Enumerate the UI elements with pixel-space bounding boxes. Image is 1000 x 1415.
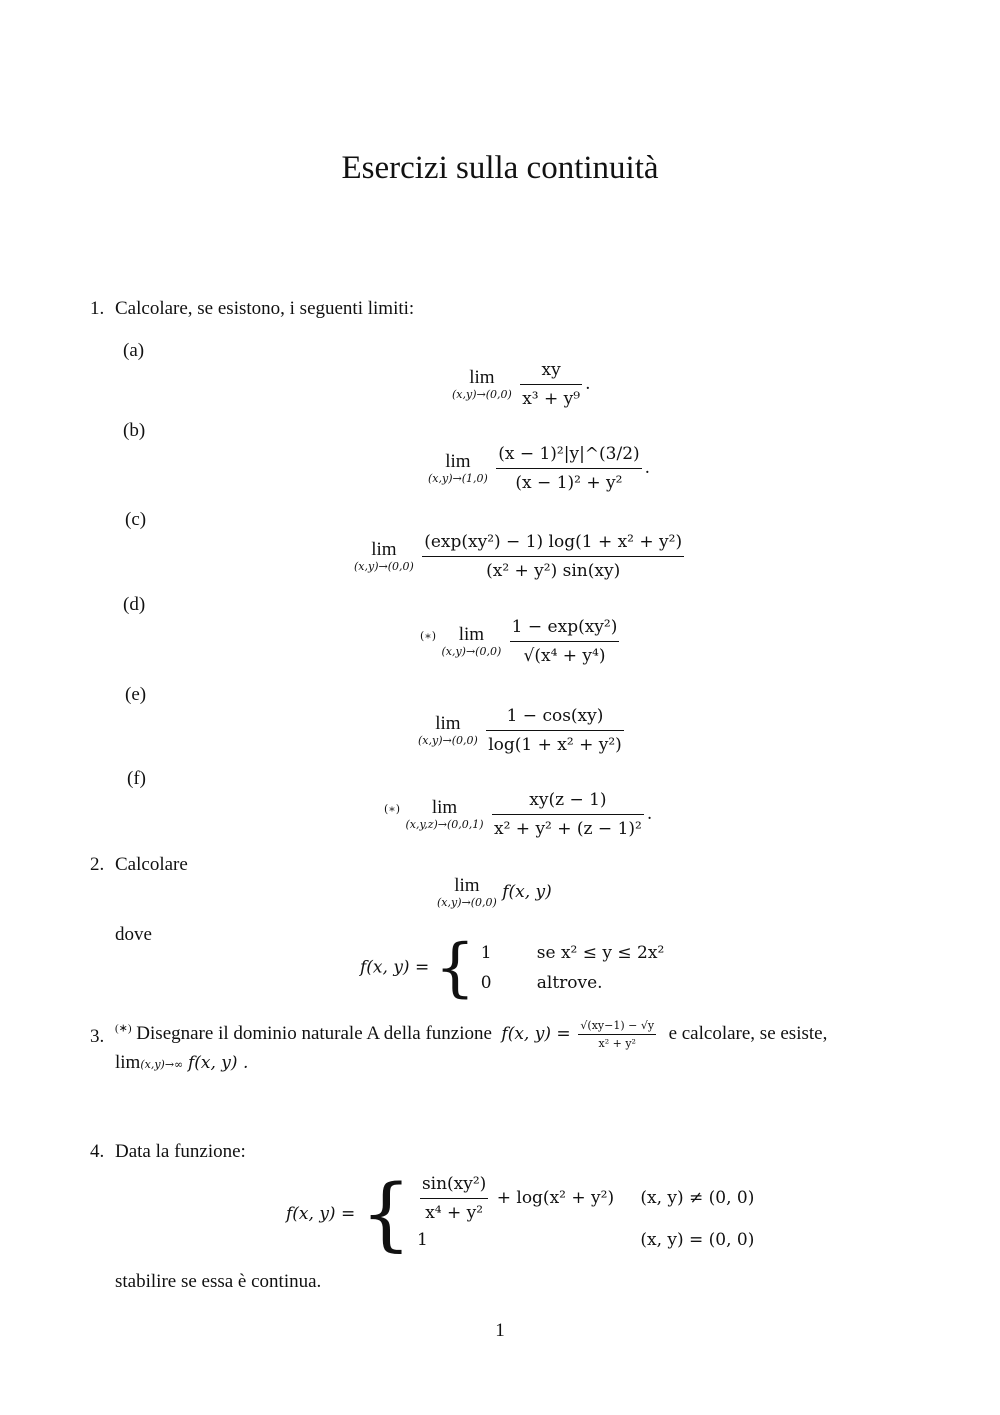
ex1f-tail: . — [646, 804, 653, 824]
ex1d-num: 1 − exp(xy²) — [510, 615, 620, 642]
ex1f-formula: (∗) lim (x,y,z)→(0,0,1) $\frac{xy(z - 1)}{\text{x² + y² + (z − 1)²}}$ . — [384, 790, 653, 839]
ex2-piecewise — [360, 931, 665, 1005]
ex1e-den: log(1 + x² + y²) — [488, 735, 622, 755]
ex1c-label: (c) — [125, 509, 147, 530]
ex1a-label: (a) — [123, 340, 145, 361]
page-number: 1 — [495, 1320, 505, 1341]
ex1c-lim-sub: (x,y)→(0,0) — [354, 560, 414, 573]
ex1d-lim-sub: (x,y)→(0,0) — [441, 645, 502, 658]
ex1e-formula: lim (x,y)→(0,0) $\frac{1 - \cos(xy)}{\text{log(1 + x² + y²)}}$ — [418, 706, 622, 755]
ex1b-lim-sub: (x,y)→(1,0) — [428, 472, 488, 485]
ex1-text: Calcolare, se esistono, i seguenti limiti: — [115, 298, 415, 319]
ex1d-label: (d) — [123, 594, 146, 615]
ex2-case2-val: 0 — [480, 973, 492, 993]
ex2-dove: dove — [115, 924, 152, 945]
ex1e-num: 1 − cos(xy) — [486, 704, 624, 731]
ex4-number: 4. — [90, 1141, 105, 1162]
ex1c-num: (exp(xy²) − 1) log(1 + x² + y²) — [422, 530, 684, 557]
ex2-f-lhs: f(x, y) = — [360, 957, 430, 978]
ex2-case1-val: 1 — [480, 943, 492, 963]
ex4-f-lhs: f(x, y) = — [286, 1203, 356, 1224]
page-title: Esercizi sulla continuità — [341, 150, 659, 186]
ex4-text: Data la funzione: — [115, 1141, 246, 1162]
ex3-lim: lim — [115, 1052, 141, 1073]
ex3-text-b: e calcolare, se esiste, — [668, 1022, 828, 1044]
ex1f-star: (∗) — [384, 802, 401, 816]
ex1a-tail: . — [585, 374, 591, 394]
ex1d-den: √(x⁴ + y⁴) — [523, 646, 606, 666]
ex1b-den: (x − 1)² + y² — [515, 473, 623, 493]
ex3-lim-sub: (x,y)→∞ — [140, 1058, 184, 1071]
ex2-limit: lim (x,y)→(0,0) f(x, y) — [437, 875, 552, 909]
ex1f-den: x² + y² + (z − 1)² — [494, 819, 642, 839]
ex3-lim-expr: f(x, y) . — [187, 1053, 249, 1073]
ex1a-den: x³ + y⁹ — [522, 389, 581, 409]
ex2-number: 2. — [90, 854, 105, 875]
ex4-case1-den: x⁴ + y² — [425, 1203, 484, 1223]
ex1c-den: (x² + y²) sin(xy) — [486, 561, 621, 581]
ex1a-lim-sub: (x,y)→(0,0) — [452, 388, 512, 401]
ex3-star: (∗) — [115, 1022, 132, 1035]
ex1a-formula: lim (x,y)→(0,0) $\frac{xy}{\text{x³ + y⁹}}$ . — [452, 360, 591, 409]
ex3-line1 — [115, 1019, 827, 1050]
ex4-piecewise — [286, 1166, 755, 1260]
ex1c-formula: lim (x,y)→(0,0) $\frac{\text{(exp(xy²) − 1) log(1 + x² + y²)}}{\text{(x² + y²) sin(xy)}}$ — [354, 532, 683, 581]
ex4-case2-val: 1 — [416, 1230, 428, 1250]
ex1b-label: (b) — [123, 420, 146, 441]
ex2-lim-expr: f(x, y) — [502, 882, 552, 902]
ex2-case1-cond: se x² ≤ y ≤ 2x² — [536, 943, 665, 963]
ex3-f-den: x² + y² — [598, 1037, 636, 1050]
ex1f-lim-sub: (x,y,z)→(0,0,1) — [405, 818, 484, 831]
ex3-f-lhs: f(x, y) = — [501, 1023, 571, 1044]
ex1d-star: (∗) — [420, 629, 437, 643]
ex2-case2-cond: altrove. — [536, 973, 603, 993]
ex1-number: 1. — [90, 298, 105, 319]
ex1e-lim-sub: (x,y)→(0,0) — [418, 734, 478, 747]
ex4-case2-cond: (x, y) = (0, 0) — [640, 1230, 755, 1250]
ex1f-num: xy(z − 1) — [492, 788, 644, 815]
ex1b-num: (x − 1)²|y|^(3/2) — [496, 442, 641, 469]
ex1b-formula: lim (x,y)→(1,0) $\frac{\text{(x − 1)²|y|\textasciicircum{}(3/2)}}{\text{(x − 1)² + y²}}$ . — [428, 444, 651, 493]
ex2-text: Calcolare — [115, 854, 188, 875]
ex4-case1-rest: + log(x² + y²) — [496, 1188, 615, 1208]
ex1d-formula: (∗) lim (x,y)→(0,0) $\frac{\text{1 − exp(xy²)}}{\text{√(x⁴ + y⁴)}}$ — [420, 617, 618, 666]
ex2-lim-sub: (x,y)→(0,0) — [437, 896, 497, 909]
left-brace-icon: { — [434, 931, 476, 1005]
left-brace-icon: { — [360, 1166, 412, 1260]
ex1a-num: xy — [520, 358, 582, 385]
ex4-case1-num: sin(xy²) — [420, 1172, 488, 1199]
ex3-text-a: Disegnare il dominio naturale A della funzione — [136, 1022, 492, 1044]
ex1e-label: (e) — [125, 684, 147, 705]
ex4-conclusion: stabilire se essa è continua. — [115, 1271, 322, 1292]
ex1f-label: (f) — [127, 768, 146, 789]
ex3-number: 3. — [90, 1026, 105, 1047]
ex1b-tail: . — [644, 458, 651, 478]
ex4-case1-cond: (x, y) ≠ (0, 0) — [640, 1188, 755, 1208]
ex3-f-num: √(xy−1) − √y — [578, 1019, 656, 1035]
ex3-line2 — [115, 1052, 248, 1074]
